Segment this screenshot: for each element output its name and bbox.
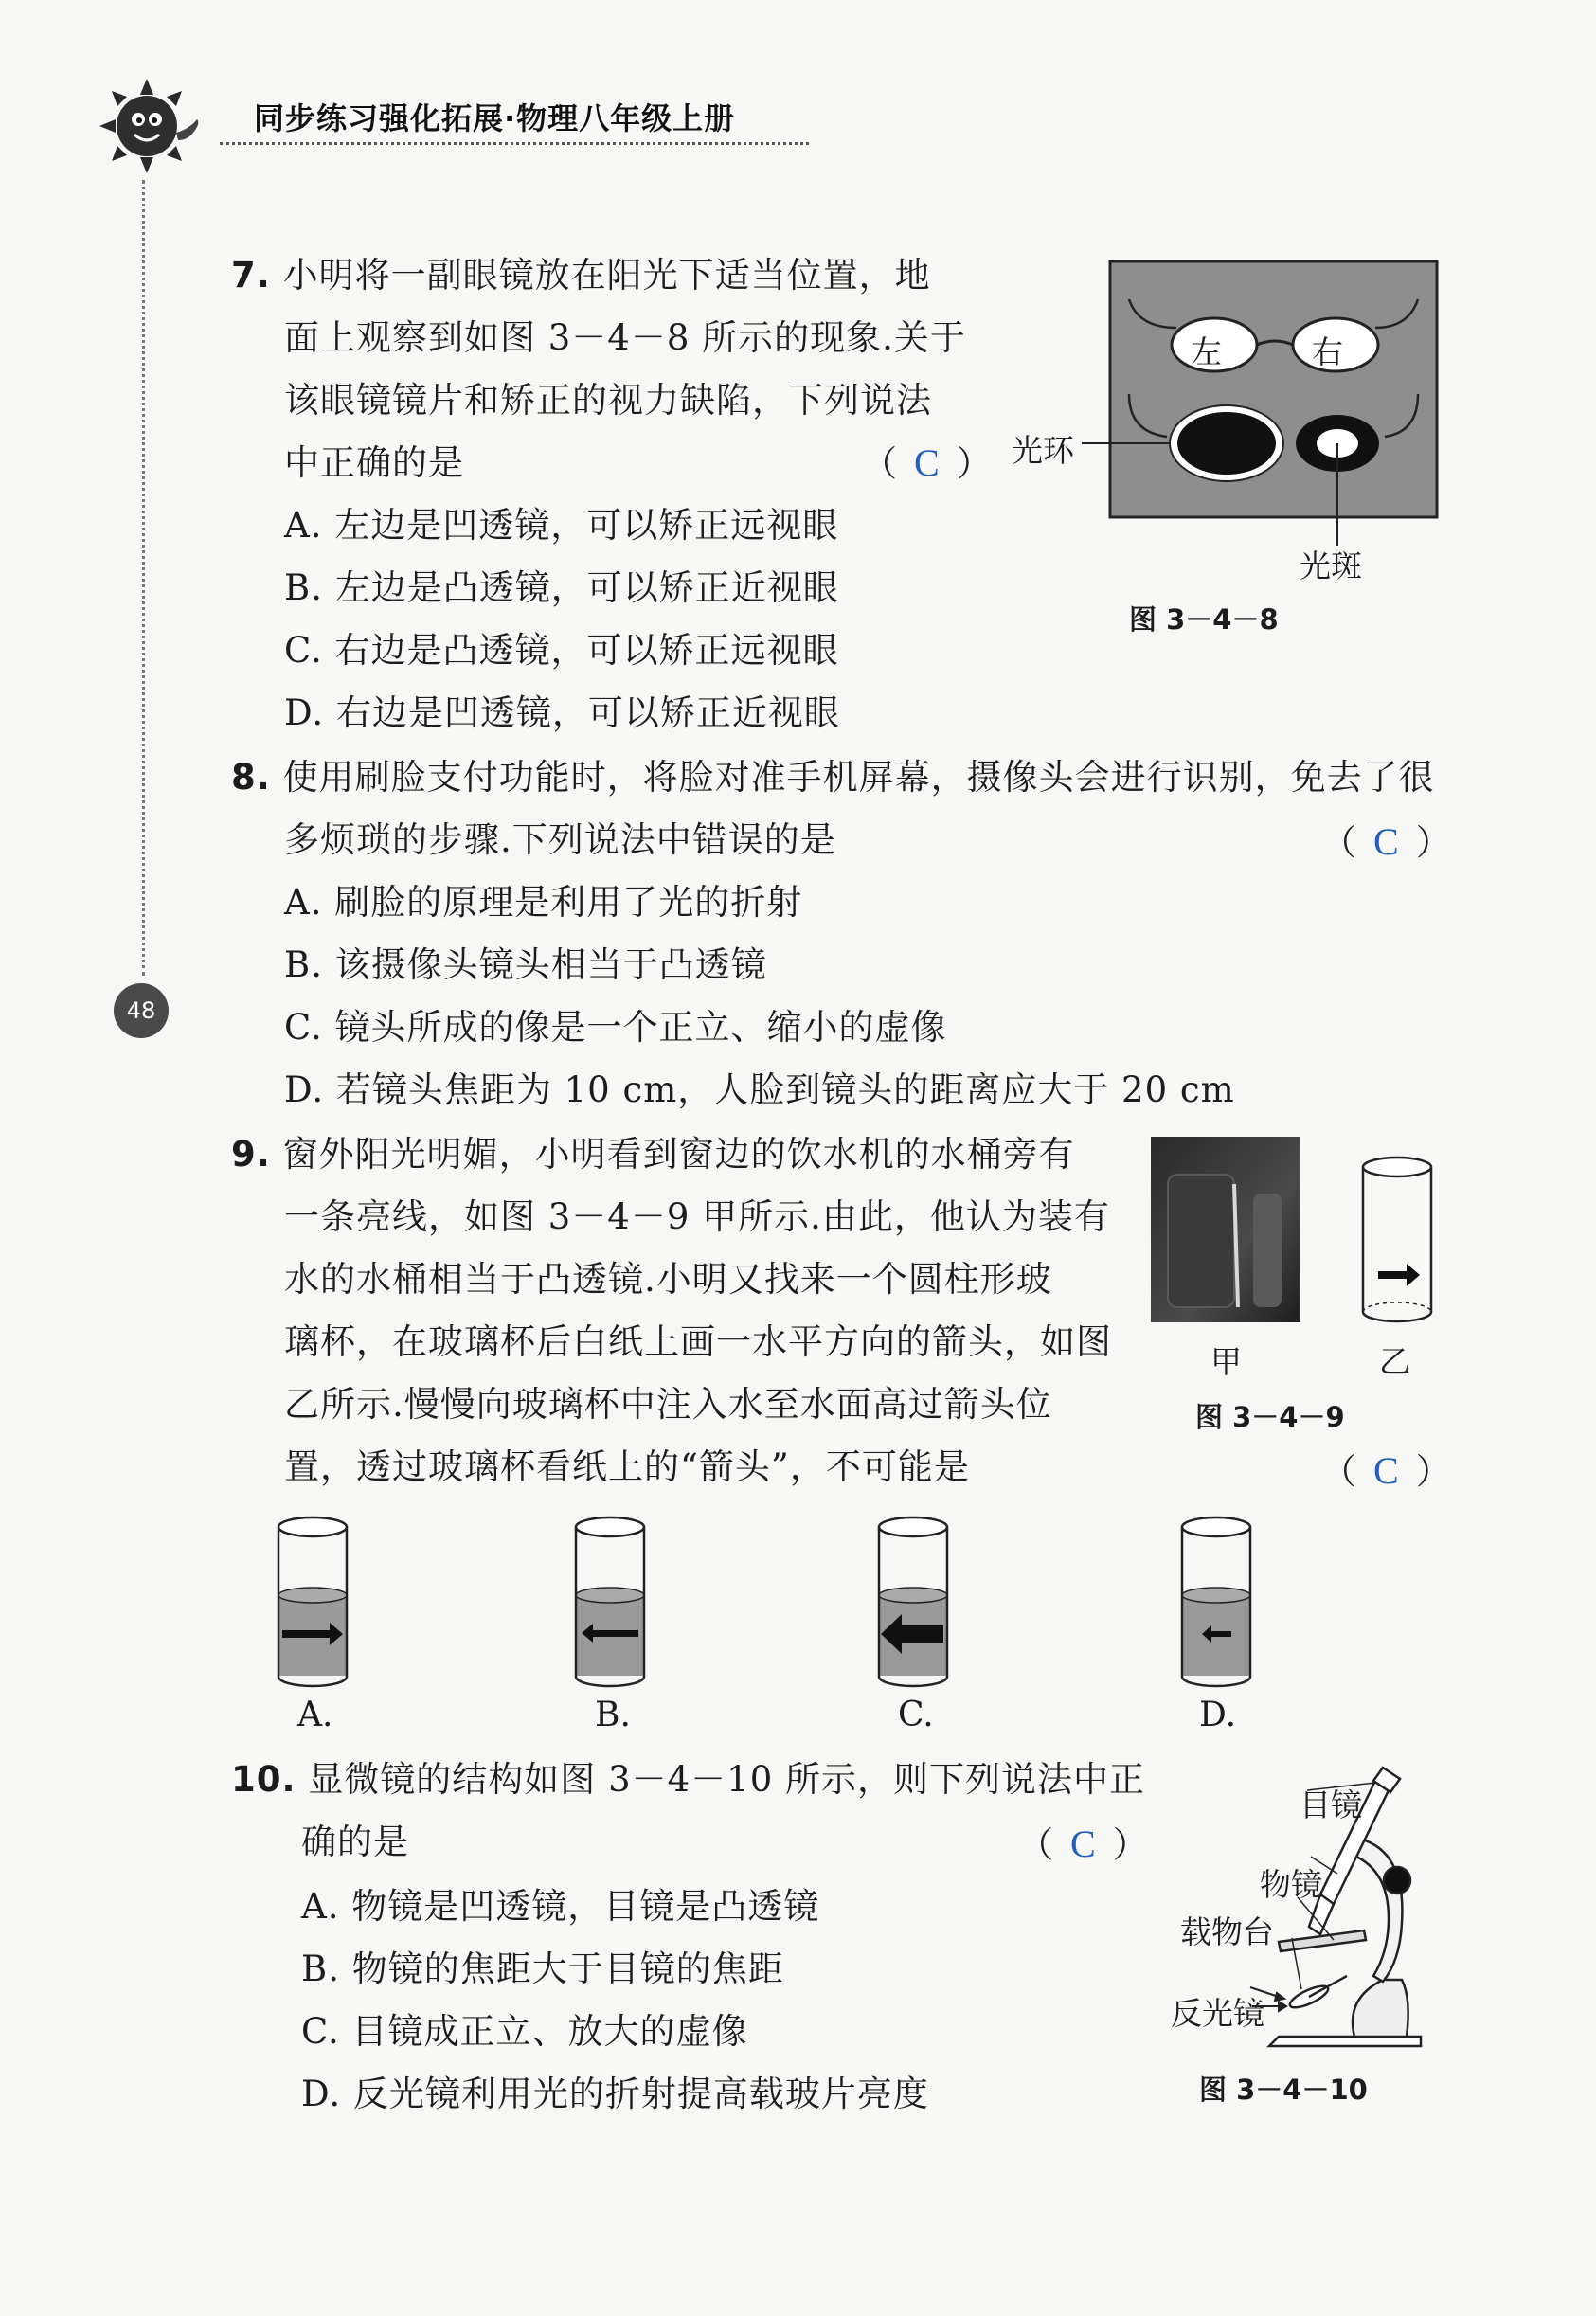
q9-option-d-cup	[1178, 1516, 1254, 1686]
q9-answer-bracket: （ C ）	[1321, 1449, 1451, 1492]
fig10-caption: 图 3－4－10	[1199, 2074, 1368, 2106]
q7-option-c: C. 右边是凸透镜，可以矫正远视眼	[284, 630, 839, 671]
q10-option-c: C. 目镜成正立、放大的虚像	[301, 2011, 748, 2052]
fig8-left-label: 左	[1191, 333, 1222, 370]
q8-answer: C	[1373, 820, 1399, 863]
q7-option-a: A. 左边是凹透镜，可以矫正远视眼	[284, 505, 839, 546]
q7-answer-bracket: （ C ）	[862, 441, 992, 484]
q7-option-b: B. 左边是凸透镜，可以矫正近视眼	[284, 567, 839, 608]
q9-line-5: 乙所示.慢慢向玻璃杯中注入水至水面高过箭头位	[284, 1384, 1052, 1425]
q9-number: 9.	[231, 1134, 271, 1175]
q9-line-6: 置，透过玻璃杯看纸上的“箭头”，不可能是	[284, 1446, 970, 1487]
q8-option-b: B. 该摄像头镜头相当于凸透镜	[284, 944, 767, 985]
q9-option-a-label: A.	[297, 1696, 333, 1734]
q8-option-c: C. 镜头所成的像是一个正立、缩小的虚像	[284, 1007, 947, 1048]
q8-answer-bracket: （ C ）	[1321, 820, 1451, 863]
q8-number: 8.	[231, 757, 271, 798]
fig10-stage-label: 载物台	[1180, 1913, 1274, 1950]
q8-option-d: D. 若镜头焦距为 10 cm，人脸到镜头的距离应大于 20 cm	[284, 1069, 1235, 1110]
fig10-mirror-label: 反光镜	[1171, 1995, 1264, 2032]
figure-3-4-9-photo	[1151, 1137, 1300, 1322]
fig8-ring-label: 光环	[1012, 432, 1074, 469]
q8-line-2: 多烦琐的步骤.下列说法中错误的是	[284, 819, 836, 860]
q7-line-4: 中正确的是	[284, 442, 464, 483]
q7-option-d: D. 右边是凹透镜，可以矫正近视眼	[284, 692, 840, 733]
q10-option-a: A. 物镜是凹透镜，目镜是凸透镜	[301, 1886, 820, 1927]
q9-option-d-label: D.	[1199, 1696, 1237, 1734]
q9-option-c-cup	[875, 1516, 951, 1686]
q9-line-2: 一条亮线，如图 3－4－9 甲所示.由此，他认为装有	[284, 1196, 1110, 1237]
fig10-eyepiece-label: 目镜	[1300, 1786, 1362, 1823]
q7-answer: C	[914, 441, 940, 484]
q10-option-d: D. 反光镜利用光的折射提高载玻片亮度	[301, 2074, 929, 2114]
q9-line-1: 9. 窗外阳光明媚，小明看到窗边的饮水机的水桶旁有	[231, 1134, 1075, 1175]
q9-option-b-label: B.	[595, 1696, 631, 1734]
q10-answer: C	[1070, 1822, 1096, 1865]
q9-option-a-cup	[275, 1516, 350, 1686]
fig8-right-label: 右	[1312, 333, 1343, 370]
fig8-caption: 图 3－4－8	[1129, 603, 1279, 636]
fig9-jia-label: 甲	[1210, 1343, 1242, 1380]
fig8-spot-label: 光斑	[1300, 548, 1362, 584]
q10-number: 10.	[231, 1759, 296, 1800]
fig10-objective-label: 物镜	[1260, 1866, 1322, 1903]
fig9-caption: 图 3－4－9	[1195, 1401, 1345, 1433]
q7-line-2: 面上观察到如图 3－4－8 所示的现象.关于	[284, 317, 966, 358]
q9-line-4: 璃杯，在玻璃杯后白纸上画一水平方向的箭头，如图	[284, 1321, 1112, 1362]
q9-line-3: 水的水桶相当于凸透镜.小明又找来一个圆柱形玻	[284, 1259, 1052, 1300]
q10-line-2: 确的是	[301, 1822, 409, 1862]
q10-option-b: B. 物镜的焦距大于目镜的焦距	[301, 1948, 784, 1989]
q9-answer: C	[1373, 1449, 1399, 1492]
q7-number: 7.	[231, 255, 271, 296]
q8-option-a: A. 刷脸的原理是利用了光的折射	[284, 882, 803, 923]
q10-answer-bracket: （ C ）	[1018, 1822, 1148, 1865]
margin-divider	[142, 180, 145, 976]
q9-option-b-cup	[572, 1516, 648, 1686]
q7-line-1: 7. 小明将一副眼镜放在阳光下适当位置，地	[231, 255, 931, 296]
fig9-yi-label: 乙	[1379, 1343, 1410, 1380]
q10-line-1: 10. 显微镜的结构如图 3－4－10 所示，则下列说法中正	[231, 1759, 1145, 1800]
header-title: 同步练习强化拓展·物理八年级上册	[254, 100, 736, 136]
q9-option-c-label: C.	[898, 1696, 934, 1734]
figure-3-4-8-glasses	[1110, 261, 1437, 517]
page-number: 48	[114, 983, 169, 1038]
figure-3-4-9-glass-cup	[1359, 1156, 1435, 1326]
q7-line-3: 该眼镜镜片和矫正的视力缺陷，下列说法	[284, 380, 932, 421]
sun-mascot-icon	[95, 74, 218, 178]
q8-line-1: 8. 使用刷脸支付功能时，将脸对准手机屏幕，摄像头会进行识别，免去了很	[231, 757, 1435, 798]
header-divider	[220, 142, 809, 145]
